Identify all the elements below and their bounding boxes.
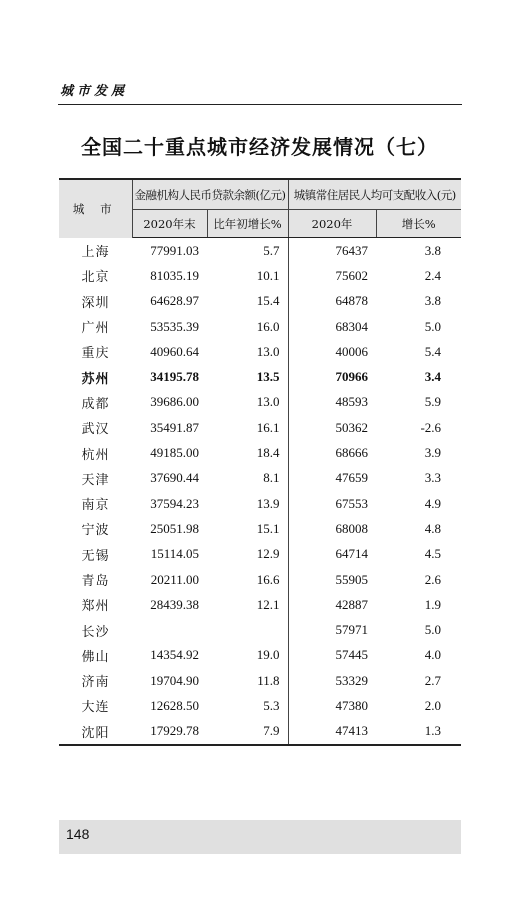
loan-growth-cell — [207, 617, 288, 642]
income-cell: 75602 — [335, 267, 369, 283]
table-row — [59, 719, 461, 745]
loan-balance-cell: 53535.39 — [150, 318, 199, 334]
table-row — [59, 693, 461, 718]
loan-growth-cell: 13.9 — [207, 491, 288, 516]
loan-growth-cell: 5.3 — [207, 693, 288, 718]
table-row — [59, 466, 461, 491]
city-name-cell: 沈阳 — [59, 719, 132, 745]
city-name-cell: 宁波 — [81, 523, 110, 539]
income-growth-cell: 5.0 — [424, 622, 442, 638]
table-row — [59, 238, 461, 264]
income-cell: 57445 — [335, 647, 369, 663]
subheader-loan-2020: 2020年末 — [132, 210, 207, 238]
table-row — [59, 440, 461, 465]
city-name-cell: 深圳 — [81, 295, 110, 311]
city-name-cell: 苏州 — [81, 371, 110, 387]
loan-growth-cell: 13.0 — [207, 390, 288, 415]
subheader-income-2020: 2020年 — [288, 210, 376, 238]
income-cell: 50362 — [335, 419, 369, 435]
table-row — [59, 364, 461, 389]
table-row — [59, 314, 461, 339]
income-growth-cell: 2.6 — [424, 571, 442, 587]
loan-balance-cell — [132, 617, 207, 642]
income-growth-cell: 2.7 — [424, 672, 442, 688]
loan-growth-cell: 19.0 — [207, 643, 288, 668]
table-row — [59, 668, 461, 693]
income-growth-cell: 2.4 — [424, 267, 442, 283]
city-name-cell: 南京 — [81, 498, 110, 514]
income-cell: 40006 — [335, 343, 369, 359]
table-row — [59, 516, 461, 541]
loan-growth-cell: 10.1 — [207, 263, 288, 288]
loan-growth-cell: 16.6 — [207, 567, 288, 592]
loan-group-header: 金融机构人民币贷款余额(亿元) — [132, 179, 288, 210]
loan-growth-cell: 18.4 — [207, 440, 288, 465]
city-name-cell: 大连 — [81, 700, 110, 716]
income-cell: 47413 — [288, 719, 376, 745]
table-row — [59, 339, 461, 364]
table-body — [59, 238, 461, 745]
income-cell: 68666 — [335, 445, 369, 461]
income-cell: 47380 — [335, 697, 369, 713]
loan-growth-cell: 8.1 — [207, 466, 288, 491]
section-label: 城市发展 — [60, 84, 129, 99]
income-growth-cell: 3.3 — [424, 470, 442, 486]
income-group-header: 城镇常住居民人均可支配收入(元) — [288, 179, 461, 210]
income-growth-cell: 4.0 — [424, 647, 442, 663]
footer-band — [59, 820, 461, 854]
income-cell: 68008 — [335, 520, 369, 536]
city-economy-table — [59, 178, 461, 746]
table-row — [59, 567, 461, 592]
city-name-cell: 郑州 — [81, 599, 110, 615]
loan-growth-cell: 15.1 — [207, 516, 288, 541]
loan-balance-cell: 49185.00 — [150, 445, 199, 461]
subheader-income-growth: 增长% — [376, 210, 461, 238]
income-cell: 42887 — [335, 596, 369, 612]
city-name-cell: 佛山 — [81, 649, 110, 665]
income-growth-cell: 4.5 — [424, 546, 442, 562]
loan-growth-cell: 7.9 — [207, 719, 288, 745]
table-row — [59, 643, 461, 668]
loan-balance-cell: 64628.97 — [150, 293, 199, 309]
loan-balance-cell: 28439.38 — [150, 596, 199, 612]
loan-balance-cell: 37690.44 — [150, 470, 199, 486]
loan-balance-cell: 12628.50 — [150, 697, 199, 713]
loan-balance-cell: 25051.98 — [150, 520, 199, 536]
loan-growth-cell: 16.1 — [207, 415, 288, 440]
income-growth-cell: 3.9 — [424, 445, 442, 461]
table-row — [59, 263, 461, 288]
city-name-cell: 成都 — [81, 396, 110, 412]
table-row — [59, 491, 461, 516]
income-growth-cell: 3.4 — [424, 369, 442, 385]
city-name-cell: 重庆 — [81, 346, 110, 362]
income-growth-cell: 1.3 — [376, 719, 461, 745]
loan-growth-cell: 12.9 — [207, 542, 288, 567]
income-growth-cell: -2.6 — [420, 419, 442, 435]
city-name-cell: 上海 — [81, 244, 110, 260]
loan-growth-cell: 5.7 — [207, 238, 288, 264]
table-row — [59, 592, 461, 617]
loan-balance-cell: 40960.64 — [150, 343, 199, 359]
subheader-loan-growth: 比年初增长% — [207, 210, 288, 238]
loan-balance-cell: 14354.92 — [150, 647, 199, 663]
table-row — [59, 289, 461, 314]
loan-balance-cell: 37594.23 — [150, 495, 199, 511]
income-growth-cell: 5.9 — [424, 394, 442, 410]
table-row — [59, 542, 461, 567]
city-name-cell: 无锡 — [81, 548, 110, 564]
loan-growth-cell: 11.8 — [207, 668, 288, 693]
income-cell: 67553 — [335, 495, 369, 511]
income-growth-cell: 4.9 — [424, 495, 442, 511]
income-cell: 76437 — [335, 242, 369, 258]
city-name-cell: 济南 — [81, 675, 110, 691]
page-title: 全国二十重点城市经济发展情况（七） — [81, 135, 438, 159]
table-header-row — [59, 179, 461, 210]
header-divider — [58, 104, 462, 105]
city-column-header: 城 市 — [59, 179, 132, 238]
city-name-cell: 北京 — [81, 270, 110, 286]
table-row — [59, 390, 461, 415]
loan-balance-cell: 35491.87 — [150, 419, 199, 435]
income-growth-cell: 3.8 — [424, 293, 442, 309]
loan-growth-cell: 12.1 — [207, 592, 288, 617]
income-growth-cell: 4.8 — [424, 520, 442, 536]
income-growth-cell: 2.0 — [424, 697, 442, 713]
income-growth-cell: 5.4 — [424, 343, 442, 359]
income-growth-cell: 1.9 — [424, 596, 442, 612]
income-cell: 64878 — [335, 293, 369, 309]
page-number: 148 — [66, 826, 90, 842]
loan-growth-cell: 16.0 — [207, 314, 288, 339]
income-growth-cell: 3.8 — [424, 242, 442, 258]
loan-growth-cell: 13.0 — [207, 339, 288, 364]
loan-balance-cell: 17929.78 — [132, 719, 207, 745]
city-name-cell: 青岛 — [81, 574, 110, 589]
loan-balance-cell: 20211.00 — [150, 571, 199, 587]
city-name-cell: 长沙 — [81, 624, 110, 640]
loan-growth-cell: 13.5 — [207, 364, 288, 389]
city-name-cell: 杭州 — [81, 447, 110, 463]
loan-balance-cell: 39686.00 — [150, 394, 199, 410]
city-name-cell: 广州 — [81, 321, 110, 337]
income-cell: 57971 — [335, 622, 369, 638]
income-cell: 53329 — [335, 672, 369, 688]
table-row — [59, 415, 461, 440]
income-growth-cell: 5.0 — [424, 318, 442, 334]
loan-balance-cell: 15114.05 — [150, 546, 199, 562]
city-name-cell: 武汉 — [81, 422, 110, 438]
income-cell: 68304 — [335, 318, 369, 334]
income-cell: 64714 — [335, 546, 369, 562]
loan-balance-cell: 19704.90 — [150, 672, 199, 688]
income-cell: 70966 — [335, 369, 369, 385]
loan-balance-cell: 34195.78 — [150, 369, 199, 385]
loan-balance-cell: 81035.19 — [150, 267, 199, 283]
data-table-container — [59, 178, 461, 746]
income-cell: 47659 — [335, 470, 369, 486]
income-cell: 55905 — [335, 571, 369, 587]
table-row — [59, 617, 461, 642]
loan-balance-cell: 77991.03 — [150, 242, 199, 258]
income-cell: 48593 — [335, 394, 369, 410]
city-name-cell: 天津 — [81, 472, 110, 488]
loan-growth-cell: 15.4 — [207, 289, 288, 314]
